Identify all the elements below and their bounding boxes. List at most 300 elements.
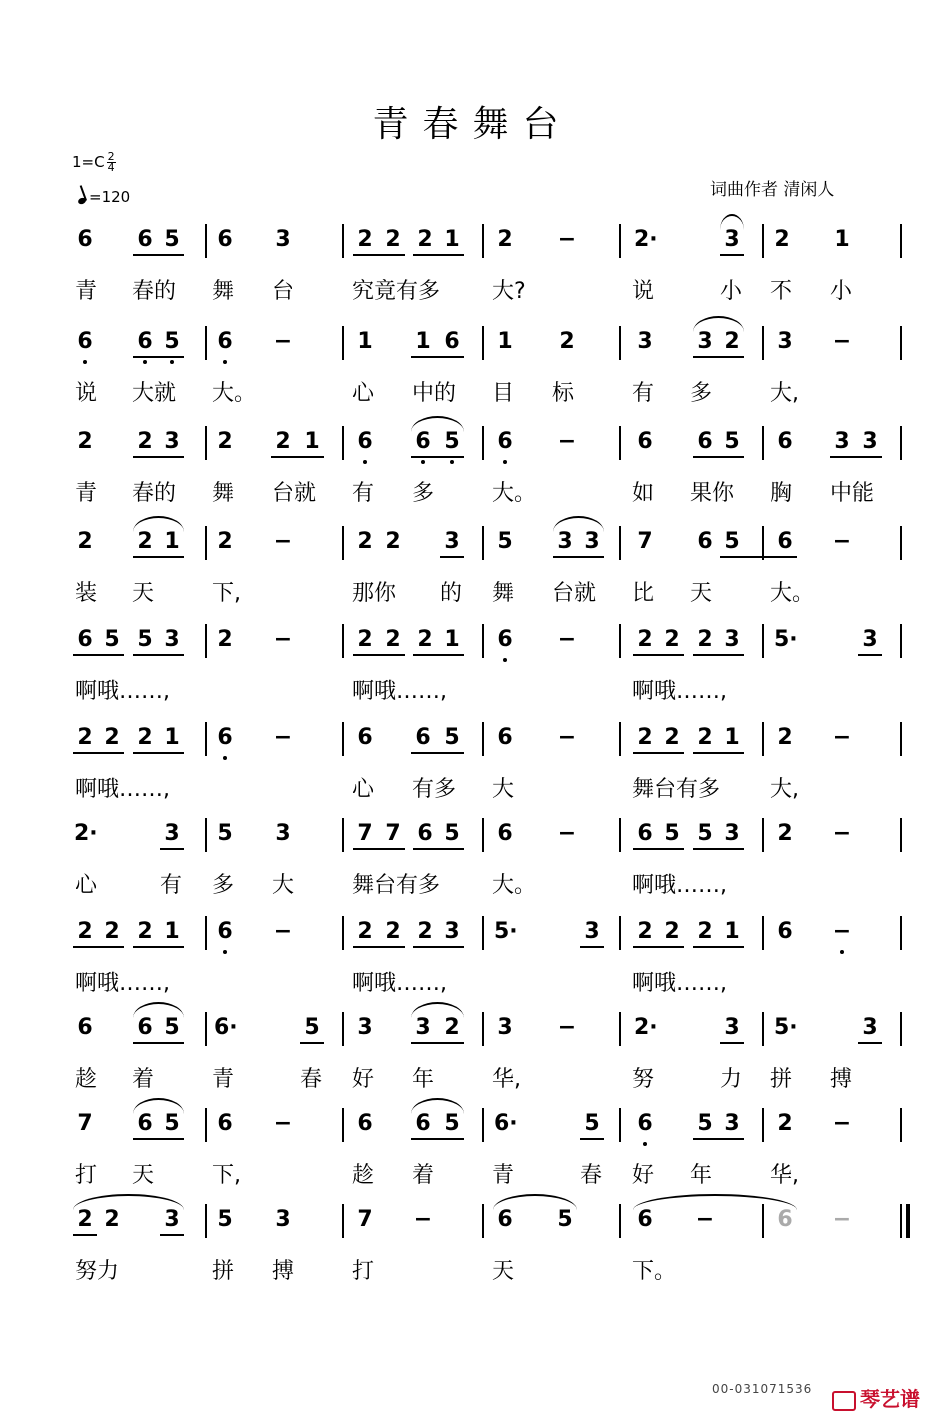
lyric-word: 不: [770, 279, 793, 304]
note: 2: [77, 725, 93, 750]
tempo-marking: [78, 188, 130, 206]
lyric-word: 好: [352, 1067, 375, 1092]
beam-underline: [858, 1042, 882, 1044]
key-signature: [72, 152, 116, 173]
note: 6: [497, 725, 513, 750]
lyric-word: 果你: [690, 481, 735, 506]
lower-octave-dot: [363, 460, 367, 464]
note: 2: [357, 227, 373, 252]
barline: [205, 916, 207, 950]
barline: [205, 326, 207, 360]
barline: [205, 1204, 207, 1238]
beam-underline: [73, 1234, 97, 1236]
note: 2: [664, 919, 680, 944]
note: 2: [137, 919, 153, 944]
note: 2: [385, 227, 401, 252]
note: 2: [497, 227, 513, 252]
time-numerator: 2: [107, 150, 115, 163]
barline: [342, 1108, 344, 1142]
note: 3: [275, 821, 291, 846]
note: 2·: [74, 821, 98, 846]
lyric-word: 小: [720, 279, 743, 304]
note: 1: [357, 329, 373, 354]
beam-underline: [133, 254, 184, 256]
score-system: [0, 520, 945, 620]
note: 6: [417, 821, 433, 846]
note: 2: [637, 627, 653, 652]
note: −: [273, 1111, 293, 1136]
beam-underline: [633, 848, 684, 850]
lyric-word: 力: [720, 1067, 743, 1092]
lyric-word: 着: [132, 1067, 155, 1092]
note: 2: [104, 1207, 120, 1232]
lyric-word: 趁: [75, 1067, 98, 1092]
beam-underline: [300, 1042, 324, 1044]
quarter-note-icon: [77, 197, 87, 205]
note: 1: [724, 919, 740, 944]
barline: [762, 916, 764, 950]
note: 6: [415, 429, 431, 454]
tie-slur: [720, 214, 744, 230]
lyric-word: 年: [690, 1163, 713, 1188]
note: 3: [724, 627, 740, 652]
barline: [762, 1012, 764, 1046]
note: 6: [444, 329, 460, 354]
barline: [482, 818, 484, 852]
lower-octave-dot: [223, 360, 227, 364]
barline: [482, 916, 484, 950]
note: −: [273, 329, 293, 354]
note: 2: [417, 227, 433, 252]
note: 6: [777, 429, 793, 454]
beam-underline: [133, 752, 184, 754]
barline: [482, 624, 484, 658]
time-signature: [107, 152, 116, 173]
note: 2: [275, 429, 291, 454]
note: 5: [164, 1015, 180, 1040]
note: 2: [777, 725, 793, 750]
note: 5: [697, 1111, 713, 1136]
note: 1: [724, 725, 740, 750]
beam-underline: [693, 1138, 744, 1140]
beam-underline: [553, 556, 604, 558]
barline: [482, 1012, 484, 1046]
beam-underline: [133, 654, 184, 656]
barline: [342, 426, 344, 460]
beam-underline: [693, 654, 744, 656]
key-label: 1=C: [72, 153, 105, 171]
lyric-word: 天: [492, 1259, 515, 1284]
lyric-word: 下。: [632, 1259, 677, 1284]
note: 3: [497, 1015, 513, 1040]
beam-underline: [133, 356, 184, 358]
lyric-word: 大。: [492, 481, 537, 506]
note: 7: [77, 1111, 93, 1136]
lyric-word: 春: [300, 1067, 323, 1092]
note: 2: [137, 529, 153, 554]
note: 3: [834, 429, 850, 454]
barline: [762, 818, 764, 852]
note: 3: [164, 821, 180, 846]
lyric-word: 说: [75, 381, 98, 406]
note: 6: [217, 919, 233, 944]
note: −: [273, 919, 293, 944]
barline: [342, 526, 344, 560]
lyric-word: 说: [632, 279, 655, 304]
note: 2·: [634, 227, 658, 252]
barline: [900, 326, 902, 360]
lyric-word: 年: [412, 1067, 435, 1092]
note: 5: [444, 429, 460, 454]
barline: [762, 326, 764, 360]
lyric-word: 舞: [212, 481, 235, 506]
barline: [342, 224, 344, 258]
lyric-word: 小: [830, 279, 853, 304]
beam-underline: [720, 556, 797, 558]
lyric-word: 心: [352, 777, 375, 802]
note: −: [832, 1111, 852, 1136]
lyric-word: 目: [492, 381, 515, 406]
score-system: [0, 420, 945, 520]
barline: [619, 224, 621, 258]
note: 6: [137, 227, 153, 252]
lyric-word: 那你: [352, 581, 397, 606]
note: 2: [357, 919, 373, 944]
note: 2: [697, 627, 713, 652]
note: 3: [164, 429, 180, 454]
beam-underline: [580, 1138, 604, 1140]
lyric-word: 比: [632, 581, 655, 606]
note: 7: [385, 821, 401, 846]
barline: [900, 224, 902, 258]
note: 2: [664, 725, 680, 750]
barline: [342, 326, 344, 360]
note: 1: [834, 227, 850, 252]
note: 6: [777, 529, 793, 554]
note: 2: [137, 429, 153, 454]
beam-underline: [693, 456, 744, 458]
lyric-word: 青: [492, 1163, 515, 1188]
lyric-word: 舞台有多: [352, 873, 441, 898]
lyric-word: 台: [272, 279, 295, 304]
lyric-word: 舞: [492, 581, 515, 606]
lyric-word: 的: [440, 581, 463, 606]
lyric-word: 大就: [132, 381, 177, 406]
note: −: [832, 329, 852, 354]
score-system: [0, 910, 945, 1010]
lyric-word: 有: [352, 481, 375, 506]
barline: [205, 1108, 207, 1142]
barline: [762, 426, 764, 460]
note: 3: [724, 1111, 740, 1136]
lyric-word: 啊哦……,: [75, 679, 170, 704]
lyric-word: 华,: [492, 1067, 521, 1092]
barline: [342, 1204, 344, 1238]
note: 3: [584, 529, 600, 554]
beam-underline: [693, 848, 744, 850]
note: 3: [724, 821, 740, 846]
beam-underline: [413, 946, 464, 948]
note: 3: [724, 1015, 740, 1040]
lyric-word: 拼: [212, 1259, 235, 1284]
note: 5: [444, 725, 460, 750]
beam-underline: [693, 946, 744, 948]
note: 2: [385, 529, 401, 554]
beam-underline: [633, 654, 684, 656]
note: 2: [724, 329, 740, 354]
score-system: [0, 1198, 945, 1298]
beam-underline: [353, 254, 405, 256]
note: −: [557, 227, 577, 252]
note: 2: [137, 725, 153, 750]
beam-underline: [411, 356, 464, 358]
lyric-word: 中能: [830, 481, 875, 506]
note: −: [273, 725, 293, 750]
lyric-word: 大。: [492, 873, 537, 898]
barline: [205, 526, 207, 560]
barline: [482, 526, 484, 560]
score-system: [0, 1102, 945, 1202]
beam-underline: [858, 654, 882, 656]
lyric-word: 大?: [492, 279, 526, 304]
beam-underline: [133, 1138, 184, 1140]
note: 6: [415, 1111, 431, 1136]
score-system: [0, 618, 945, 718]
note: 6: [77, 329, 93, 354]
note: 1: [444, 227, 460, 252]
note: −: [832, 725, 852, 750]
barline: [619, 526, 621, 560]
note: 3: [637, 329, 653, 354]
beam-underline: [720, 1042, 744, 1044]
barline: [900, 526, 902, 560]
lyric-word: 拼: [770, 1067, 793, 1092]
note: 6: [497, 627, 513, 652]
note: 3: [164, 627, 180, 652]
note: 5: [217, 1207, 233, 1232]
beam-underline: [133, 1042, 184, 1044]
note: 3: [444, 529, 460, 554]
lyric-word: 如: [632, 481, 655, 506]
note: 7: [637, 529, 653, 554]
lyric-word: 多: [690, 381, 713, 406]
note: 5: [137, 627, 153, 652]
note: 2: [697, 919, 713, 944]
note: 5: [664, 821, 680, 846]
beam-underline: [73, 654, 124, 656]
note: −: [273, 529, 293, 554]
note: 2: [417, 627, 433, 652]
note: 1: [304, 429, 320, 454]
note: −: [557, 1015, 577, 1040]
note: 3: [724, 227, 740, 252]
note: −: [273, 627, 293, 652]
lyric-word: 舞台有多: [632, 777, 721, 802]
note: 2: [777, 821, 793, 846]
note: 6: [77, 627, 93, 652]
lyric-word: 大,: [770, 777, 799, 802]
barline: [342, 1012, 344, 1046]
note: 3: [357, 1015, 373, 1040]
note: 1: [444, 627, 460, 652]
note: 5: [217, 821, 233, 846]
lyric-word: 啊哦……,: [75, 777, 170, 802]
note: 3: [164, 1207, 180, 1232]
lower-octave-dot: [450, 460, 454, 464]
barline: [619, 426, 621, 460]
note: 2: [774, 227, 790, 252]
note: 3: [777, 329, 793, 354]
tie-slur: [693, 316, 744, 332]
note: 6: [697, 429, 713, 454]
note: 6: [137, 1015, 153, 1040]
note: 2: [104, 725, 120, 750]
note: 3: [415, 1015, 431, 1040]
lyric-word: 着: [412, 1163, 435, 1188]
barline: [619, 722, 621, 756]
note: 3: [862, 1015, 878, 1040]
note: 6: [357, 1111, 373, 1136]
beam-underline: [353, 848, 405, 850]
note: 6: [637, 429, 653, 454]
lyric-word: 舞: [212, 279, 235, 304]
note: 2: [77, 429, 93, 454]
lyric-word: 华,: [770, 1163, 799, 1188]
note: 6: [357, 429, 373, 454]
author-credit: 词曲作者 清闲人: [710, 180, 835, 200]
lyric-word: 啊哦……,: [75, 971, 170, 996]
logo-icon: [832, 1391, 856, 1411]
beam-underline: [411, 1042, 464, 1044]
beam-underline: [830, 456, 882, 458]
beam-underline: [133, 556, 184, 558]
note: 6: [137, 1111, 153, 1136]
lyric-word: 心: [75, 873, 98, 898]
lower-octave-dot: [143, 360, 147, 364]
barline: [205, 224, 207, 258]
lyric-word: 台就: [272, 481, 317, 506]
barline: [619, 916, 621, 950]
beam-underline: [693, 356, 744, 358]
note: 6: [697, 529, 713, 554]
barline: [205, 624, 207, 658]
barline: [205, 722, 207, 756]
note: 2: [559, 329, 575, 354]
note: 3: [275, 227, 291, 252]
lyric-word: 搏: [272, 1259, 295, 1284]
time-denominator: 4: [107, 161, 115, 174]
beam-underline: [693, 752, 744, 754]
note: 1: [497, 329, 513, 354]
barline: [482, 326, 484, 360]
lyric-word: 青: [75, 481, 98, 506]
barline: [900, 722, 902, 756]
lyric-word: 大,: [770, 381, 799, 406]
note: 5: [164, 329, 180, 354]
lyric-word: 标: [552, 381, 575, 406]
note: 6: [637, 821, 653, 846]
lower-octave-dot: [503, 658, 507, 662]
barline: [762, 1108, 764, 1142]
lyric-word: 啊哦……,: [352, 679, 447, 704]
barline: [482, 722, 484, 756]
barline: [619, 1012, 621, 1046]
note: 6: [217, 1111, 233, 1136]
beam-underline: [440, 556, 464, 558]
note: 2: [357, 627, 373, 652]
note: 6: [497, 821, 513, 846]
note: 2: [777, 1111, 793, 1136]
lyric-word: 青: [75, 279, 98, 304]
lyric-word: 好: [632, 1163, 655, 1188]
note: 5: [444, 1111, 460, 1136]
barline: [205, 818, 207, 852]
note: 7: [357, 1207, 373, 1232]
note: 2: [417, 919, 433, 944]
beam-underline: [133, 456, 184, 458]
note: 2·: [634, 1015, 658, 1040]
score-system: [0, 812, 945, 912]
note: 5: [304, 1015, 320, 1040]
lyric-word: 有多: [412, 777, 457, 802]
lyric-word: 心: [352, 381, 375, 406]
note: 7: [357, 821, 373, 846]
lyric-word: 啊哦……,: [632, 971, 727, 996]
lyric-word: 大。: [212, 381, 257, 406]
lyric-word: 胸: [770, 481, 793, 506]
barline: [619, 326, 621, 360]
lyric-word: 多: [212, 873, 235, 898]
lower-octave-dot: [223, 756, 227, 760]
lyric-word: 多: [412, 481, 435, 506]
beam-underline: [411, 456, 464, 458]
lyric-word: 天: [132, 581, 155, 606]
lower-octave-dot: [170, 360, 174, 364]
barline: [342, 722, 344, 756]
barline: [762, 624, 764, 658]
note: −: [832, 1207, 852, 1232]
note: −: [832, 919, 852, 944]
lyric-word: 中的: [412, 381, 457, 406]
note: 5·: [494, 919, 518, 944]
lower-octave-dot: [223, 950, 227, 954]
beam-underline: [353, 946, 405, 948]
lyric-word: 台就: [552, 581, 597, 606]
beam-underline: [411, 752, 464, 754]
note: 1: [164, 725, 180, 750]
beam-underline: [271, 456, 324, 458]
barline: [900, 1108, 902, 1142]
song-title: 青春舞台: [372, 104, 573, 145]
note: 6: [77, 227, 93, 252]
tempo-value: =120: [89, 188, 131, 206]
lyric-word: 究竟有多: [352, 279, 441, 304]
note: 3: [557, 529, 573, 554]
note: 5: [104, 627, 120, 652]
note: 2: [664, 627, 680, 652]
site-logo: [832, 1383, 920, 1412]
lyric-word: 装: [75, 581, 98, 606]
barline: [482, 426, 484, 460]
beam-underline: [73, 946, 124, 948]
footer-code: 00-031071536: [712, 1382, 813, 1396]
note: 6: [77, 1015, 93, 1040]
note: 5: [724, 529, 740, 554]
note: 6: [217, 329, 233, 354]
note: 2: [77, 1207, 93, 1232]
lyric-word: 下,: [212, 1163, 241, 1188]
lyric-word: 大: [492, 777, 515, 802]
